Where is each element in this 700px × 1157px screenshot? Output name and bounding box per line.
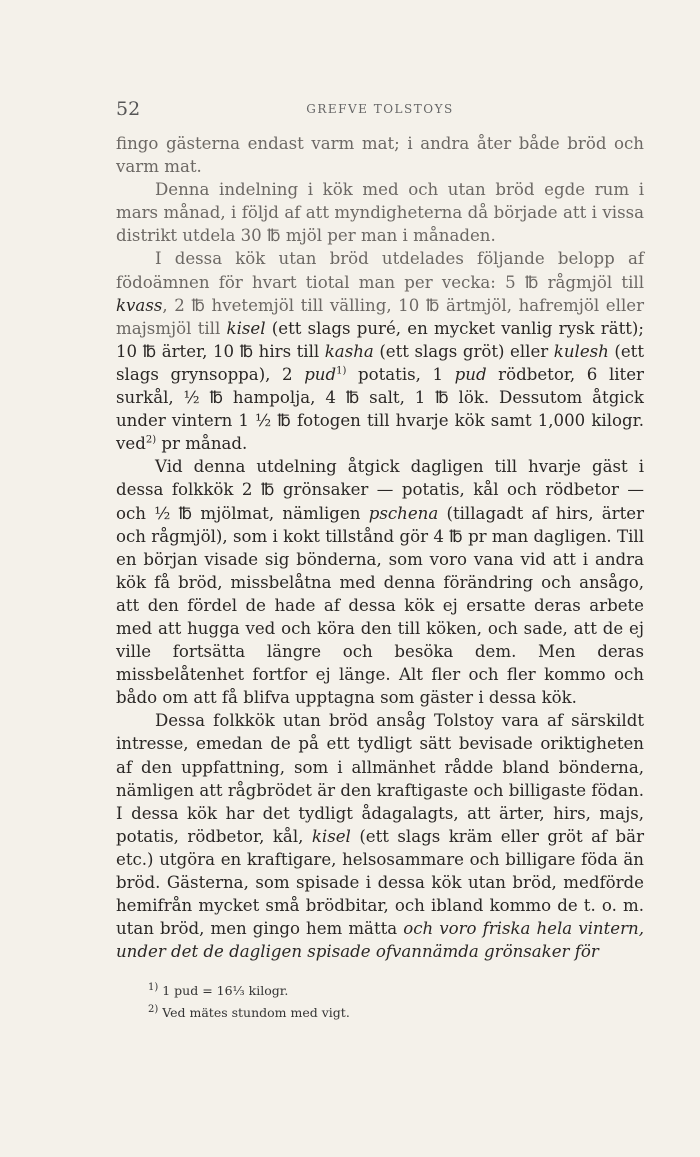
running-title: GREFVE TOLSTOYS <box>306 102 454 116</box>
footnote: $^{2)}$ Ved mätes stundom med vigt. <box>148 1003 350 1020</box>
paragraph: Dessa folkkök utan bröd ansåg Tolstoy vara af särskildt intresse, emedan de på ett tydligt sätt bevisade oriktigheten af den uppfattning, som i allmänhet rådde bland bönderna, nämligen att rågbrödet är den kraftigaste och billigaste födan. I dessa kök har det tydligt ådagalagts, att ärter, hirs, majs, potatis, rödbetor, kål, kisel (ett slags kräm eller gröt af bär etc.) utgöra en kraftigare, helsosammare och billigare föda än bröd. Gästerna, som spisade i dessa kök utan bröd, medförde hemifrån mycket små brödbitar, och ibland kommo de t. o. m. utan bröd, men gingo hem mätta och voro friska hela vintern, under det de dagligen spisade ofvannämda grönsaker för <box>116 711 645 962</box>
emphasis-kisel: kisel <box>226 318 266 338</box>
page-header <box>116 98 644 122</box>
body-text <box>116 132 644 963</box>
emphasis-passage: och voro friska hela vintern, under det de dagligen spisade ofvannämda grönsaker för <box>116 919 644 962</box>
footnote-ref: 2) <box>145 434 157 446</box>
emphasis-kasha: kasha <box>324 341 374 361</box>
footnote-ref: 1) <box>336 365 347 377</box>
emphasis-kisel: kisel <box>311 826 351 846</box>
paragraph: Vid denna utdelning åtgick dagligen till hvarje gäst i dessa folkkök 2 ℔ grönsaker — potatis, kål och rödbetor — och ½ ℔ mjölmat, nämligen pschena (tillagadt af hirs, ärter och rågmjöl), som i kokt tillstånd gör 4 ℔ pr man dagligen. Till en början visade sig bönderna, som voro vana vid att i andra kök få bröd, missbelåtna med denna förändring och ansågo, att den fördel de hade af dessa kök ej ersatte deras arbete med att hugga ved och köra den till köken, och sade, att de ej ville fortsätta längre och besöka dem. Men deras missbelåtenhet fortfor ej länge. Alt fler och fler kommo och bådo om att få blifva upptagna som gäster i dessa kök. <box>116 457 645 708</box>
emphasis-pud: pud <box>454 364 487 384</box>
paragraph: I dessa kök utan bröd utdelades följande belopp af födoämnen för hvart tiotal man per vecka: 5 ℔ rågmjöl till kvass, 2 ℔ hvetemjöl till välling, 10 ℔ ärtmjöl, hafremjöl eller majsmjöl till kisel (ett slags puré, en mycket vanlig rysk rätt); 10 ℔ ärter, 10 ℔ hirs till kasha (ett slags gröt) eller kulesh (ett slags grynsoppa), 2 pud$^{1)}$ potatis, 1 pud rödbetor, 6 liter surkål, ½ ℔ hampolja, 4 ℔ salt, 1 ℔ lök. Dessutom åtgick under vintern 1 ½ ℔ fotogen till hvarje kök samt 1,000 kilogr. ved$^{2)}$ pr månad. <box>116 249 644 454</box>
emphasis-pud: pud <box>304 364 337 384</box>
emphasis-kvass: kvass <box>116 295 163 315</box>
paragraph: Denna indelning i kök med och utan bröd egde rum i mars månad, i följd af att myndigheterna då började att i vissa distrikt utdela 30 ℔ mjöl per man i månaden. <box>116 180 644 246</box>
emphasis-kulesh: kulesh <box>553 341 609 361</box>
page-number: 52 <box>116 98 141 120</box>
emphasis-pschena: pschena <box>368 503 439 523</box>
footnotes <box>148 980 350 1024</box>
footnote: $^{1)}$ 1 pud = 16⅓ kilogr. <box>148 981 289 998</box>
paragraph-continuation: fingo gästerna endast varm mat; i andra åter både bröd och varm mat. <box>116 134 644 177</box>
